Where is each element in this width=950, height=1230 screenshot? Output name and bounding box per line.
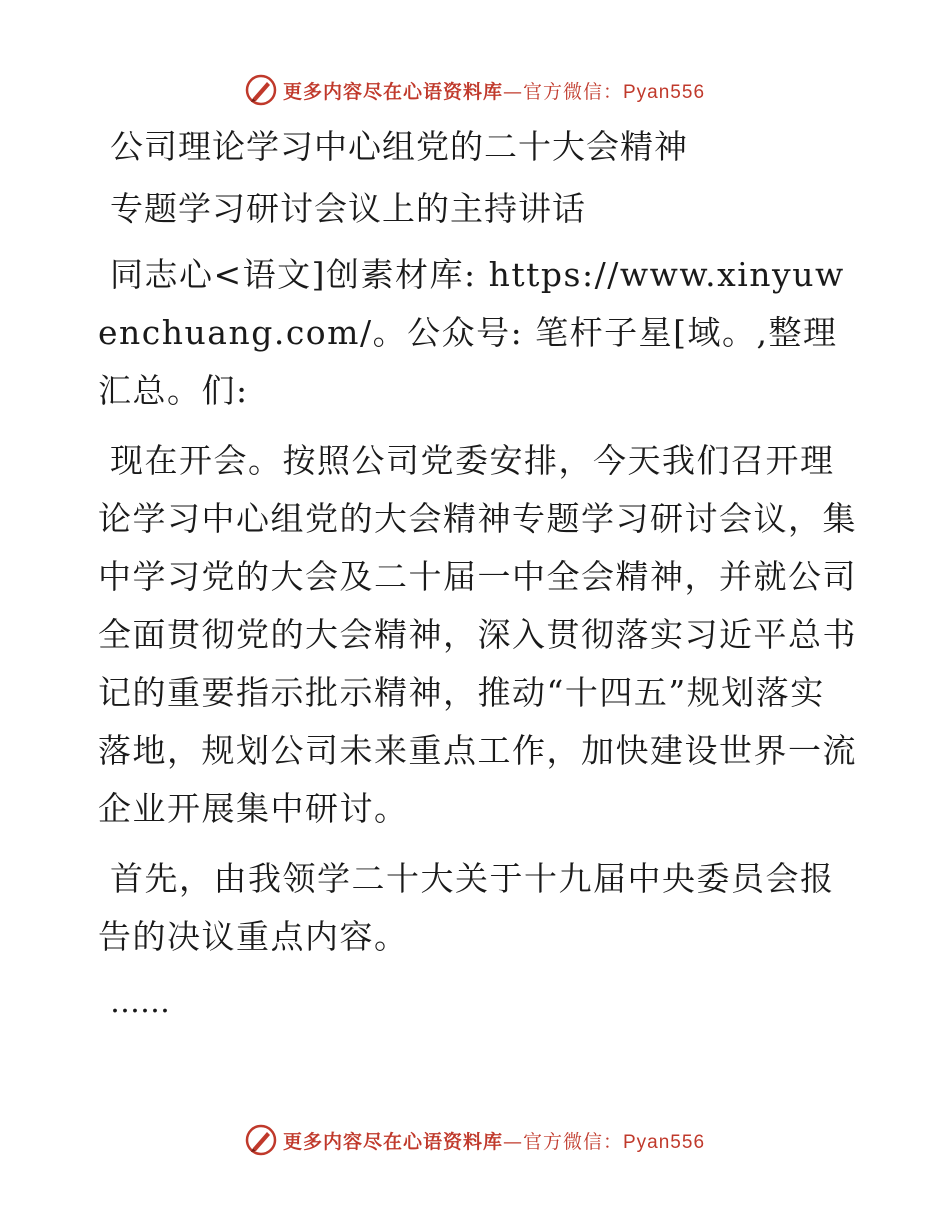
pen-logo-icon [245,1124,277,1156]
watermark-text [283,1127,705,1154]
document-body [98,122,858,1028]
salutation: 同志心<语文]创素材库: https://www.xinyuwenchuang.com/。公众号: 笔杆子星[域。,整理汇总。们: [98,255,845,410]
watermark-wechat-label: 官方微信： [522,1130,623,1153]
paragraph-first-item: 首先，由我领学二十大关于十九届中央委员会报告的决议重点内容。 [98,859,835,956]
pen-logo-icon [245,74,277,106]
ellipsis: …… [110,985,170,1020]
watermark-wechat-id: Pyan556 [623,81,706,103]
watermark-text [283,77,705,104]
title-line-2: 专题学习研讨会议上的主持讲话 [110,189,586,228]
title-line-1: 公司理论学习中心组党的二十大会精神 [110,127,688,166]
watermark-wechat-id: Pyan556 [623,1131,706,1153]
watermark-separator: — [502,1130,523,1153]
watermark-wechat-label: 官方微信： [522,80,623,103]
paragraph-opening: 现在开会。按照公司党委安排，今天我们召开理论学习中心组党的大会精神专题学习研讨会议，集中学习党的大会及二十届一中全会精神，并就公司全面贯彻党的大会精神，深入贯彻落实习近平总书记的重要指示批示精神，推动“十四五”规划落实落地，规划公司未来重点工作，加快建设世界一流企业开展集中研讨。 [98,441,857,828]
header-watermark [0,70,950,110]
footer-watermark [0,1120,950,1160]
watermark-brand: 更多内容尽在心语资料库 [282,80,503,103]
watermark-separator: — [502,80,523,103]
watermark-brand: 更多内容尽在心语资料库 [282,1130,503,1153]
